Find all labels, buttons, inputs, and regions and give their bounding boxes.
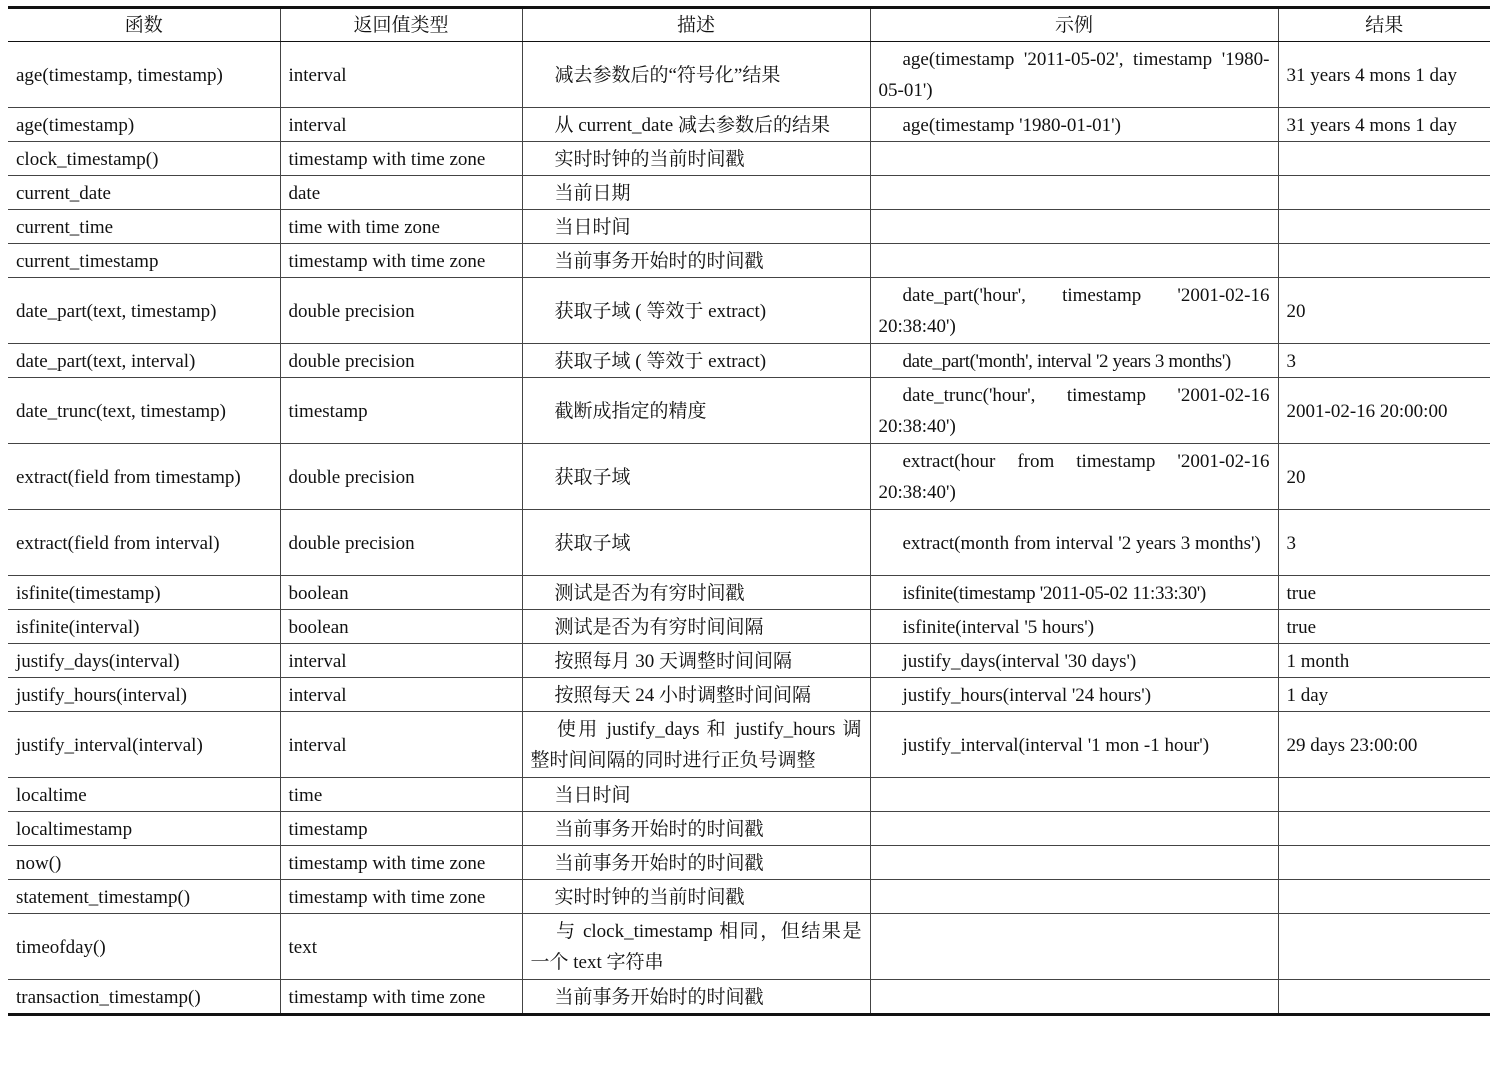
header-function: 函数 (8, 8, 280, 42)
cell-result (1278, 980, 1490, 1015)
cell-function: age(timestamp, timestamp) (8, 42, 280, 108)
cell-description (522, 244, 870, 278)
example-text: extract(hour from timestamp '2001-02-16 20:38:40') (878, 451, 1270, 503)
cell-function: justify_hours(interval) (8, 678, 280, 712)
example-text: isfinite(timestamp '2011-05-02 11:33:30') (902, 582, 1206, 604)
cell-result (1278, 176, 1490, 210)
cell-return-type: timestamp with time zone (280, 846, 522, 880)
table-row (8, 914, 1490, 980)
header-return-type: 返回值类型 (280, 8, 522, 42)
table-row (8, 378, 1490, 444)
cell-result: 31 years 4 mons 1 day (1278, 42, 1490, 108)
cell-result: 3 (1278, 344, 1490, 378)
cell-example (870, 610, 1278, 644)
cell-function: now() (8, 846, 280, 880)
cell-return-type: time with time zone (280, 210, 522, 244)
cell-result: 1 month (1278, 644, 1490, 678)
cell-function: clock_timestamp() (8, 142, 280, 176)
cell-function: current_date (8, 176, 280, 210)
cell-description (522, 378, 870, 444)
description-text: 获取子域 (554, 532, 631, 554)
table-row (8, 210, 1490, 244)
cell-result (1278, 142, 1490, 176)
cell-result: true (1278, 576, 1490, 610)
cell-example (870, 576, 1278, 610)
example-text: justify_hours(interval '24 hours') (902, 684, 1152, 706)
cell-example (870, 510, 1278, 576)
example-text: justify_days(interval '30 days') (902, 650, 1137, 672)
table-row (8, 510, 1490, 576)
cell-description (522, 812, 870, 846)
description-text: 当前事务开始时的时间戳 (554, 986, 764, 1008)
cell-example (870, 444, 1278, 510)
cell-function: justify_days(interval) (8, 644, 280, 678)
table-row (8, 610, 1490, 644)
table-row (8, 42, 1490, 108)
description-text: 减去参数后的“符号化”结果 (554, 64, 781, 86)
table-row (8, 244, 1490, 278)
cell-description (522, 142, 870, 176)
cell-example (870, 42, 1278, 108)
cell-example (870, 142, 1278, 176)
cell-description (522, 880, 870, 914)
table-row (8, 880, 1490, 914)
cell-result: 29 days 23:00:00 (1278, 712, 1490, 778)
header-result: 结果 (1278, 8, 1490, 42)
cell-return-type: interval (280, 644, 522, 678)
cell-example (870, 980, 1278, 1015)
description-text: 截断成指定的精度 (554, 400, 707, 422)
cell-example (870, 778, 1278, 812)
cell-example (870, 108, 1278, 142)
cell-example (870, 378, 1278, 444)
cell-function: statement_timestamp() (8, 880, 280, 914)
cell-function: justify_interval(interval) (8, 712, 280, 778)
cell-return-type: interval (280, 108, 522, 142)
cell-example (870, 176, 1278, 210)
table-row (8, 344, 1490, 378)
cell-result (1278, 778, 1490, 812)
table-row (8, 846, 1490, 880)
description-text: 当日时间 (554, 784, 631, 806)
cell-example (870, 880, 1278, 914)
cell-description (522, 176, 870, 210)
cell-return-type: double precision (280, 278, 522, 344)
example-text: age(timestamp '1980-01-01') (902, 114, 1121, 136)
cell-result (1278, 210, 1490, 244)
description-text: 按照每月 30 天调整时间间隔 (554, 650, 793, 672)
example-text: date_trunc('hour', timestamp '2001-02-16 20:38:40') (878, 385, 1270, 437)
cell-example (870, 244, 1278, 278)
description-text: 从 current_date 减去参数后的结果 (554, 114, 830, 136)
cell-description (522, 610, 870, 644)
cell-description (522, 644, 870, 678)
table-row (8, 812, 1490, 846)
cell-function: current_time (8, 210, 280, 244)
cell-return-type: time (280, 778, 522, 812)
cell-return-type: timestamp (280, 378, 522, 444)
table-row (8, 678, 1490, 712)
cell-result: true (1278, 610, 1490, 644)
cell-function: isfinite(timestamp) (8, 576, 280, 610)
description-text: 测试是否为有穷时间戳 (554, 582, 745, 604)
cell-description (522, 712, 870, 778)
cell-result: 20 (1278, 278, 1490, 344)
cell-return-type: timestamp with time zone (280, 244, 522, 278)
cell-description (522, 210, 870, 244)
cell-result: 2001-02-16 20:00:00 (1278, 378, 1490, 444)
cell-description (522, 510, 870, 576)
description-text: 获取子域 ( 等效于 extract) (554, 300, 767, 322)
cell-return-type: boolean (280, 576, 522, 610)
cell-function: extract(field from timestamp) (8, 444, 280, 510)
cell-function: localtime (8, 778, 280, 812)
description-text: 当日时间 (554, 216, 631, 238)
header-example: 示例 (870, 8, 1278, 42)
example-text: date_part('month', interval '2 years 3 months') (902, 350, 1231, 372)
cell-example (870, 210, 1278, 244)
cell-return-type: boolean (280, 610, 522, 644)
cell-description (522, 980, 870, 1015)
table-header-row (8, 8, 1490, 42)
cell-example (870, 344, 1278, 378)
description-text: 测试是否为有穷时间间隔 (554, 616, 764, 638)
description-text: 当前日期 (554, 182, 631, 204)
header-description: 描述 (522, 8, 870, 42)
function-table-container (8, 6, 1490, 1016)
cell-description (522, 846, 870, 880)
cell-function: date_part(text, interval) (8, 344, 280, 378)
cell-description (522, 278, 870, 344)
cell-description (522, 914, 870, 980)
datetime-functions-table (8, 6, 1490, 1016)
table-row (8, 444, 1490, 510)
cell-result (1278, 812, 1490, 846)
cell-function: date_trunc(text, timestamp) (8, 378, 280, 444)
example-text: justify_interval(interval '1 mon -1 hour') (902, 734, 1210, 756)
description-text: 获取子域 (554, 466, 631, 488)
table-row (8, 576, 1490, 610)
table-row (8, 176, 1490, 210)
example-text: extract(month from interval '2 years 3 months') (902, 532, 1261, 554)
description-text: 使用 justify_days 和 justify_hours 调整时间间隔的同时进行正负号调整 (530, 719, 862, 771)
cell-return-type: interval (280, 678, 522, 712)
cell-return-type: interval (280, 712, 522, 778)
cell-description (522, 778, 870, 812)
description-text: 实时时钟的当前时间戳 (554, 886, 745, 908)
cell-result (1278, 244, 1490, 278)
cell-return-type: double precision (280, 444, 522, 510)
cell-description (522, 576, 870, 610)
table-row (8, 278, 1490, 344)
description-text: 与 clock_timestamp 相同，但结果是一个 text 字符串 (530, 921, 862, 973)
example-text: isfinite(interval '5 hours') (902, 616, 1095, 638)
description-text: 按照每天 24 小时调整时间间隔 (554, 684, 812, 706)
cell-function: transaction_timestamp() (8, 980, 280, 1015)
example-text: date_part('hour', timestamp '2001-02-16 20:38:40') (878, 285, 1270, 337)
cell-return-type: timestamp with time zone (280, 880, 522, 914)
cell-description (522, 344, 870, 378)
cell-result (1278, 846, 1490, 880)
cell-result (1278, 880, 1490, 914)
cell-example (870, 644, 1278, 678)
cell-return-type: double precision (280, 344, 522, 378)
cell-function: extract(field from interval) (8, 510, 280, 576)
cell-result: 31 years 4 mons 1 day (1278, 108, 1490, 142)
cell-return-type: interval (280, 42, 522, 108)
cell-return-type: text (280, 914, 522, 980)
description-text: 当前事务开始时的时间戳 (554, 250, 764, 272)
cell-function: age(timestamp) (8, 108, 280, 142)
table-row (8, 712, 1490, 778)
cell-function: timeofday() (8, 914, 280, 980)
cell-example (870, 278, 1278, 344)
cell-return-type: timestamp with time zone (280, 142, 522, 176)
cell-description (522, 678, 870, 712)
cell-description (522, 42, 870, 108)
cell-description (522, 108, 870, 142)
table-row (8, 108, 1490, 142)
table-row (8, 778, 1490, 812)
cell-example (870, 678, 1278, 712)
description-text: 当前事务开始时的时间戳 (554, 852, 764, 874)
example-text: age(timestamp '2011-05-02', timestamp '1980-05-01') (878, 49, 1270, 101)
cell-example (870, 812, 1278, 846)
description-text: 当前事务开始时的时间戳 (554, 818, 764, 840)
table-row (8, 980, 1490, 1015)
table-row (8, 644, 1490, 678)
description-text: 实时时钟的当前时间戳 (554, 148, 745, 170)
cell-return-type: double precision (280, 510, 522, 576)
cell-return-type: timestamp with time zone (280, 980, 522, 1015)
cell-description (522, 444, 870, 510)
cell-function: isfinite(interval) (8, 610, 280, 644)
cell-result: 1 day (1278, 678, 1490, 712)
cell-result (1278, 914, 1490, 980)
cell-result: 20 (1278, 444, 1490, 510)
cell-example (870, 914, 1278, 980)
description-text: 获取子域 ( 等效于 extract) (554, 350, 767, 372)
cell-example (870, 712, 1278, 778)
cell-return-type: timestamp (280, 812, 522, 846)
cell-function: localtimestamp (8, 812, 280, 846)
cell-function: current_timestamp (8, 244, 280, 278)
table-row (8, 142, 1490, 176)
cell-return-type: date (280, 176, 522, 210)
cell-example (870, 846, 1278, 880)
cell-result: 3 (1278, 510, 1490, 576)
cell-function: date_part(text, timestamp) (8, 278, 280, 344)
